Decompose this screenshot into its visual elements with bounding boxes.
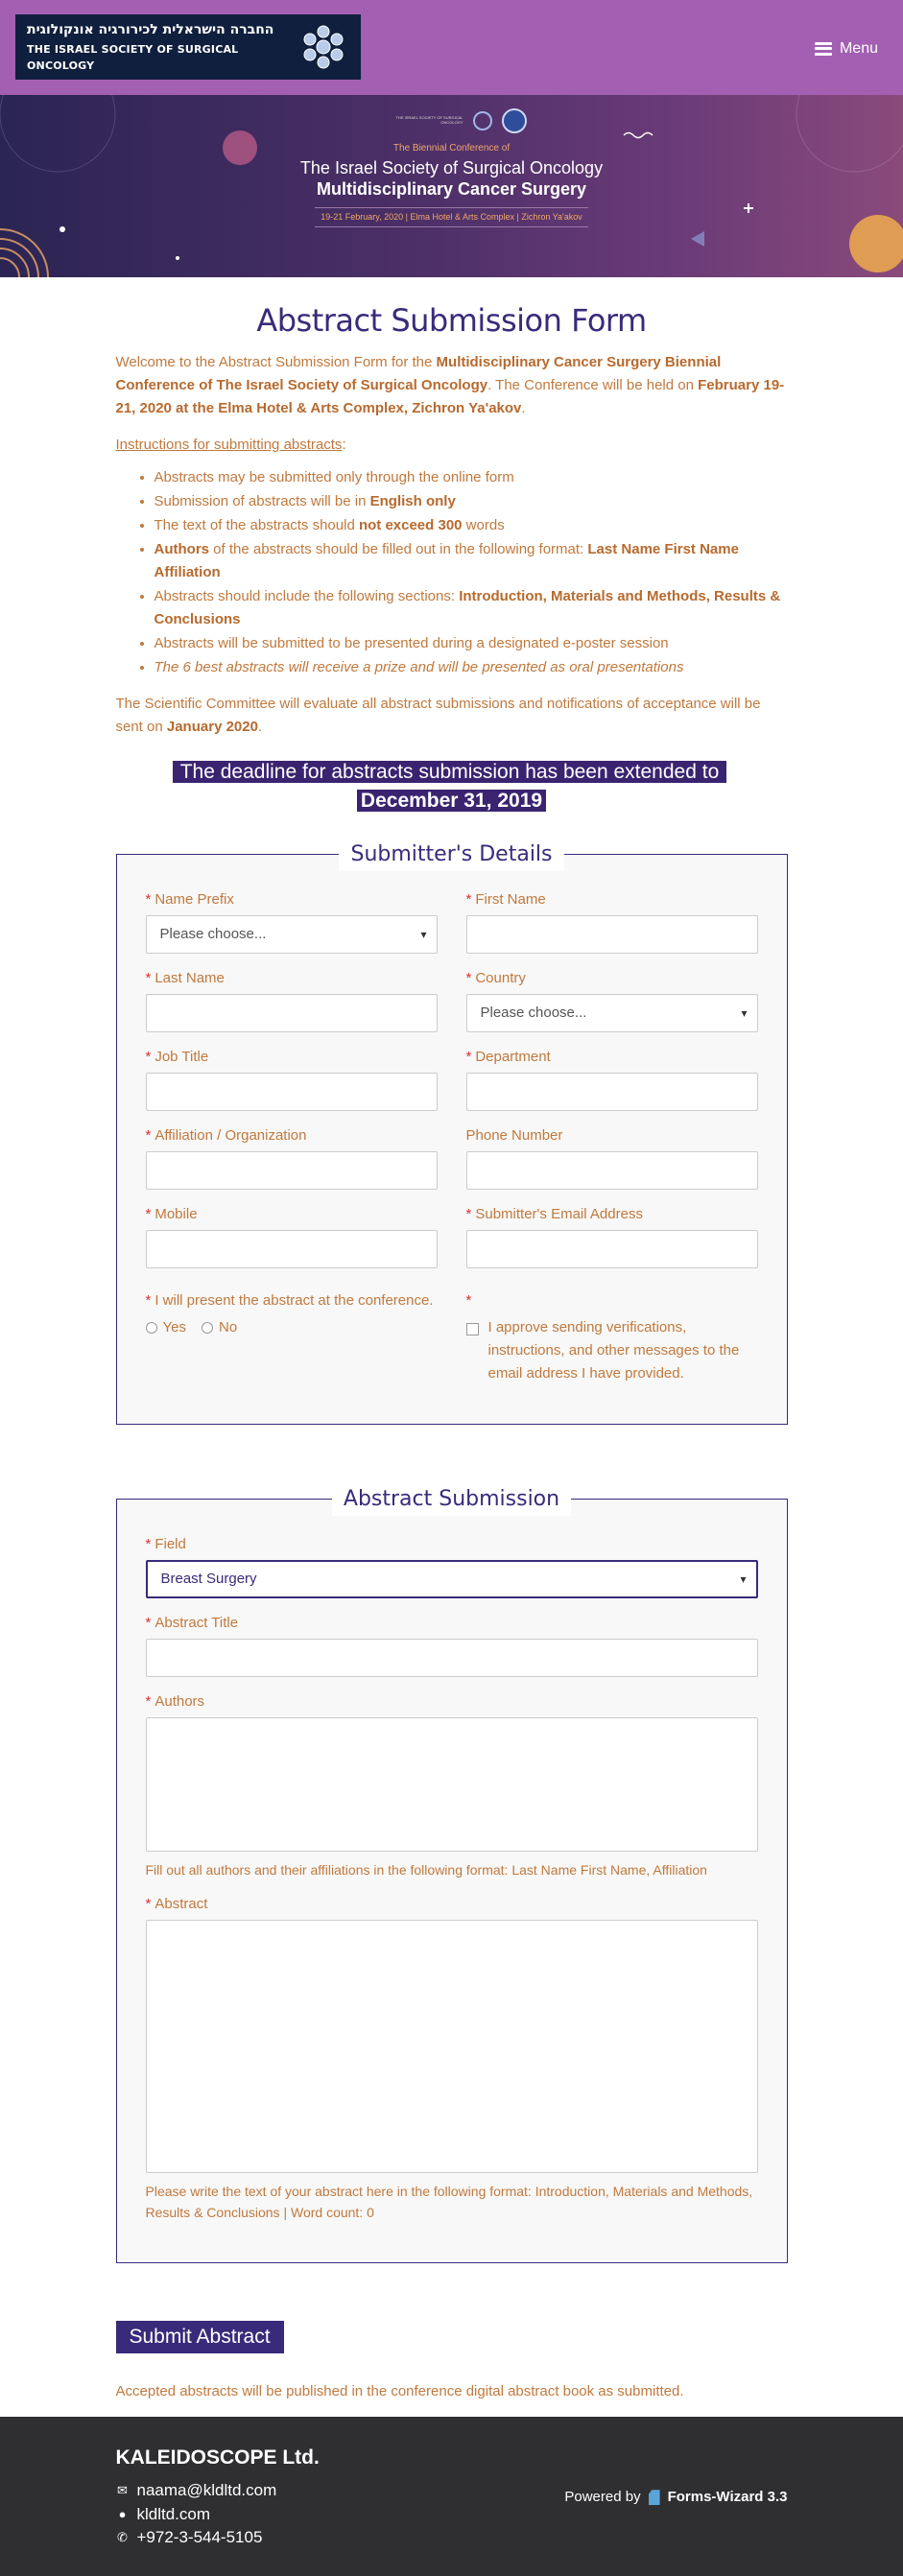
banner-emblem-icon <box>473 111 492 130</box>
hamburger-icon <box>815 42 832 56</box>
field-field: * Field Breast Surgery ▾ <box>146 1533 758 1598</box>
name-prefix-select[interactable]: Please choose... ▾ <box>146 915 438 954</box>
approve-label: I approve sending verifications, instructions, and other messages to the email address I have provided. <box>487 1319 740 1383</box>
intro-paragraph: Welcome to the Abstract Submission Form for the Multidisciplinary Cancer Surgery Biennial Conference of The Israel Society of Surgical Oncology. The Conference will be held on February 19-21, 2020 at the Elma Hotel & Arts Complex, Zichron Ya'akov. <box>115 354 785 417</box>
approve-field: * I approve sending verifications, instructions, and other messages to the email address I have provided. <box>466 1289 758 1385</box>
affiliation-input[interactable] <box>146 1151 438 1190</box>
page-title: Abstract Submission Form <box>256 302 647 339</box>
banner-small-logo-text: THE ISRAEL SOCIETY OF SURGICAL ONCOLOGY <box>395 115 463 125</box>
approve-checkbox[interactable] <box>466 1323 479 1335</box>
abstract-submission-section <box>116 1482 788 2262</box>
logo-english-text: THE ISRAEL SOCIETY OF SURGICAL ONCOLOGY <box>27 42 239 73</box>
department-field: * Department <box>466 1046 758 1111</box>
site-header <box>0 0 903 95</box>
list-item: • Submission of abstracts will be in English only <box>154 490 788 513</box>
list-item: • Abstracts should include the following sections: Introduction, Materials and Methods, Results & Conclusions <box>154 585 788 631</box>
menu-button[interactable] <box>815 36 878 61</box>
abstract-title-input[interactable] <box>146 1639 758 1677</box>
submitter-details-section <box>116 838 788 1425</box>
phone-input[interactable] <box>466 1151 758 1190</box>
submit-abstract-button[interactable]: Submit Abstract <box>116 2321 284 2353</box>
first-name-field: * First Name <box>466 888 758 954</box>
list-item: • The 6 best abstracts will receive a prize and will be presented as oral presentations <box>154 656 788 679</box>
list-item: • Abstracts may be submitted only through the online form <box>154 466 788 489</box>
email-input[interactable] <box>466 1230 758 1268</box>
present-no-radio[interactable]: No <box>202 1316 237 1339</box>
committee-paragraph: The Scientific Committee will evaluate all abstract submissions and notifications of acceptance will be sent on January 2020. <box>115 696 761 736</box>
authors-textarea[interactable] <box>146 1717 758 1852</box>
abstract-submission-legend: Abstract Submission <box>332 1482 571 1516</box>
publication-note: Accepted abstracts will be published in the conference digital abstract book as submitted. <box>115 2382 684 2399</box>
email-field: * Submitter's Email Address <box>466 1203 758 1268</box>
banner-title: The Israel Society of Surgical Oncology <box>299 158 604 177</box>
last-name-input[interactable] <box>146 994 438 1032</box>
list-item: • The text of the abstracts should not exceed 300 words <box>154 514 788 537</box>
site-logo[interactable] <box>15 14 361 80</box>
powered-by[interactable]: Powered by Forms-Wizard 3.3 <box>564 2489 788 2506</box>
footer-phone[interactable]: ✆ +972-3-544-5105 <box>117 2528 263 2547</box>
first-name-input[interactable] <box>466 915 758 954</box>
envelope-icon: ✉ <box>117 2483 128 2497</box>
instructions-link[interactable]: Instructions for submitting abstracts <box>115 437 343 454</box>
present-yes-radio[interactable]: Yes <box>146 1316 186 1339</box>
abstract-title-field: * Abstract Title <box>146 1612 758 1677</box>
mobile-field: * Mobile <box>146 1203 438 1268</box>
footer-email[interactable]: ✉ naama@kldltd.com <box>117 2481 277 2500</box>
country-select[interactable]: Please choose... ▾ <box>466 994 758 1032</box>
name-prefix-field: * Name Prefix Please choose... ▾ <box>146 888 438 954</box>
abstract-body-field: * Abstract Please write the text of your abstract here in the following format: Introduction, Materials and Methods, Results & Conclusions | Word count: 0 <box>146 1893 758 2224</box>
main-content <box>116 277 788 2403</box>
footer-contact <box>116 2442 320 2551</box>
phone-field: Phone Number <box>466 1124 758 1190</box>
list-item: • Abstracts will be submitted to be presented during a designated e-poster session <box>154 632 788 655</box>
menu-label: Menu <box>839 40 878 57</box>
country-field: * Country Please choose... ▾ <box>466 967 758 1032</box>
department-input[interactable] <box>466 1073 758 1111</box>
submitter-details-legend: Submitter's Details <box>339 838 563 871</box>
present-field: * I will present the abstract at the conference. Yes No <box>146 1289 438 1385</box>
present-radio-group <box>146 1316 438 1339</box>
phone-icon: ✆ <box>117 2530 128 2545</box>
banner-seal-icon <box>502 108 527 133</box>
authors-help: Fill out all authors and their affiliations in the following format: Last Name First Name, Affiliation <box>145 1862 707 1879</box>
last-name-field: * Last Name <box>146 967 438 1032</box>
authors-field: * Authors Fill out all authors and their affiliations in the following format: Last Name First Name, Affiliation <box>146 1690 758 1880</box>
society-emblem-icon <box>297 21 349 73</box>
conference-banner <box>0 95 903 277</box>
logo-hebrew-text: החברה הישראלית לכירורגיה אונקולוגית <box>27 22 274 38</box>
deadline-notice: The deadline for abstracts submission has been extended to December 31, 2019 <box>154 758 749 815</box>
field-select[interactable]: Breast Surgery ▾ <box>146 1560 758 1598</box>
mobile-input[interactable] <box>146 1230 438 1268</box>
banner-date-line: 19-21 February, 2020 | Elma Hotel & Arts Complex | Zichron Ya'akov <box>315 207 588 226</box>
affiliation-field: * Affiliation / Organization <box>146 1124 438 1190</box>
instructions-list <box>154 466 788 679</box>
company-name: KALEIDOSCOPE Ltd. <box>115 2446 320 2469</box>
site-footer <box>0 2417 903 2576</box>
job-title-field: * Job Title <box>146 1046 438 1111</box>
forms-wizard-icon <box>649 2490 660 2505</box>
globe-icon: ● <box>118 2506 127 2521</box>
list-item: • Authors of the abstracts should be filled out in the following format: Last Name First Name Affiliation <box>154 538 788 584</box>
banner-subtitle: Multidisciplinary Cancer Surgery <box>316 178 587 199</box>
instructions-heading: Instructions for submitting abstracts: <box>115 437 346 454</box>
banner-pretitle: The Biennial Conference of <box>392 143 511 154</box>
abstract-textarea[interactable] <box>146 1920 758 2173</box>
job-title-input[interactable] <box>146 1073 438 1111</box>
footer-website[interactable]: ● kldltd.com <box>116 2503 320 2527</box>
abstract-help: Please write the text of your abstract here in the following format: Introduction, Materials and Methods, Results & Conclusions | Word count: 0 <box>145 2183 753 2221</box>
